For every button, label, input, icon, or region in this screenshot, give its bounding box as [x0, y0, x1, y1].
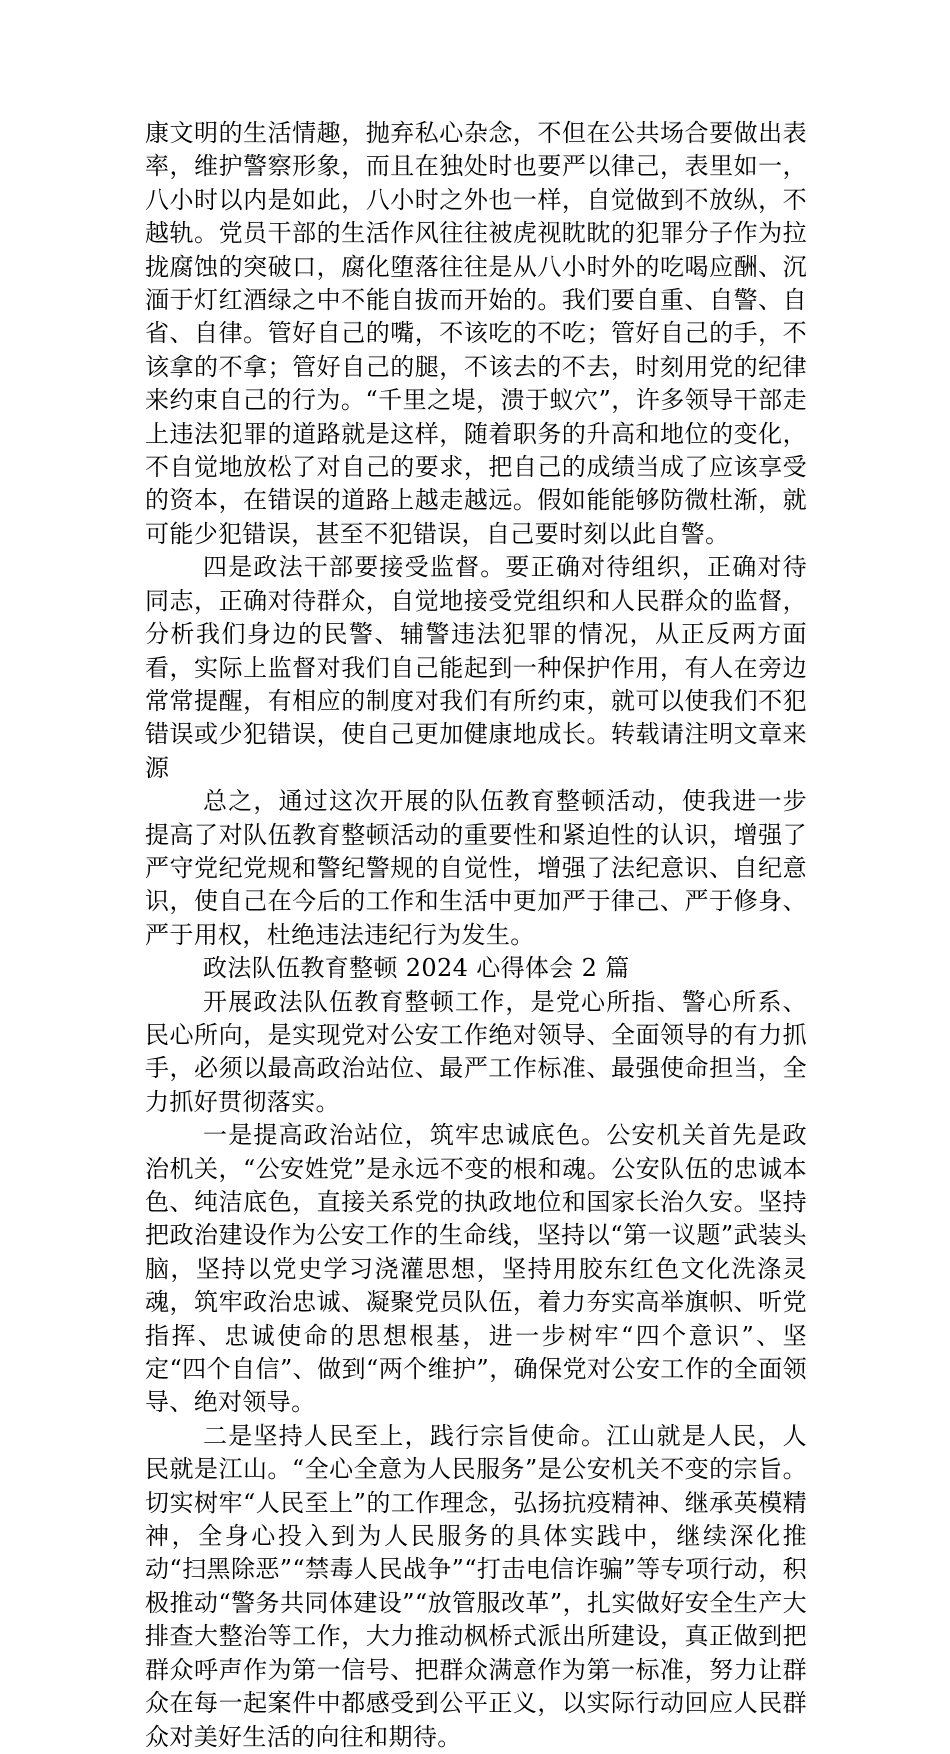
paragraph-conclusion: 总之，通过这次开展的队伍教育整顿活动，使我进一步提高了对队伍教育整顿活动的重要性和紧迫性的认识，增强了严守党纪党规和警纪警规的自觉性，增强了法纪意识、自纪意识，使自己在今后的工作和生活中更加严于律己、严于修身、严于用权，杜绝违法违纪行为发生。: [145, 787, 807, 949]
paragraph-people-first: 二是坚持人民至上，践行宗旨使命。江山就是人民，人民就是江山。“全心全意为人民服务”是公安机关不变的宗旨。切实树牢“人民至上”的工作理念，弘扬抗疫精神、继承英模精神，全身心投入到为人民服务的具体实践中，继续深化推动“扫黑除恶”“禁毒人民战争”“打击电信诈骗”等专项行动，积极推动“警务共同体建设”“放管服改革”，扎实做好安全生产大排查大整治等工作，大力推动枫桥式派出所建设，真正做到把群众呼声作为第一信号、把群众满意作为第一标准，努力让群众在每一起案件中都感受到公平正义，以实际行动回应人民群众对美好生活的向往和期待。: [145, 1421, 807, 1751]
paragraph-intro: 开展政法队伍教育整顿工作，是党心所指、警心所系、民心所向，是实现党对公安工作绝对领导、全面领导的有力抓手，必须以最高政治站位、最严工作标准、最强使命担当，全力抓好贯彻落实。: [145, 987, 807, 1116]
paragraph-supervision: 四是政法干部要接受监督。要正确对待组织，正确对待同志，正确对待群众，自觉地接受党组织和人民群众的监督，分析我们身边的民警、辅警违法犯罪的情况，从正反两方面看，实际上监督对我们自己能起到一种保护作用，有人在旁边常常提醒，有相应的制度对我们有所约束，就可以使我们不犯错误或少犯错误，使自己更加健康地成长。转载请注明文章来源: [145, 553, 807, 782]
paragraph-continuation: 康文明的生活情趣，抛弃私心杂念，不但在公共场合要做出表率，维护警察形象，而且在独处时也要严以律己，表里如一，八小时以内是如此，八小时之外也一样，自觉做到不放纵，不越轨。党员干部的生活作风往往被虎视眈眈的犯罪分子作为拉拢腐蚀的突破口，腐化堕落往往是从八小时外的吃喝应酬、沉湎于灯红酒绿之中不能自拔而开始的。我们要自重、自警、自省、自律。管好自己的嘴，不该吃的不吃；管好自己的手，不该拿的不拿；管好自己的腿，不该去的不去，时刻用党的纪律来约束自己的行为。“千里之堤，溃于蚁穴”，许多领导干部走上违法犯罪的道路就是这样，随着职务的升高和地位的变化，不自觉地放松了对自己的要求，把自己的成绩当成了应该享受的资本，在错误的道路上越走越远。假如能能够防微杜渐，就可能少犯错误，甚至不犯错误，自己要时刻以此自警。: [145, 119, 807, 548]
section-heading: 政法队伍教育整顿 2024 心得体会 2 篇: [203, 954, 630, 983]
paragraph-political-stance: 一是提高政治站位，筑牢忠诚底色。公安机关首先是政治机关，“公安姓党”是永远不变的根和魂。公安队伍的忠诚本色、纯洁底色，直接关系党的执政地位和国家长治久安。坚持把政治建设作为公安工作的生命线，坚持以“第一议题”武装头脑，坚持以党史学习浇灌思想，坚持用胶东红色文化洗涤灵魂，筑牢政治忠诚、凝聚党员队伍，着力夯实高举旗帜、听党指挥、忠诚使命的思想根基，进一步树牢“四个意识”、坚定“四个自信”、做到“两个维护”，确保党对公安工作的全面领导、绝对领导。: [145, 1121, 807, 1417]
document-page: [145, 117, 807, 1754]
